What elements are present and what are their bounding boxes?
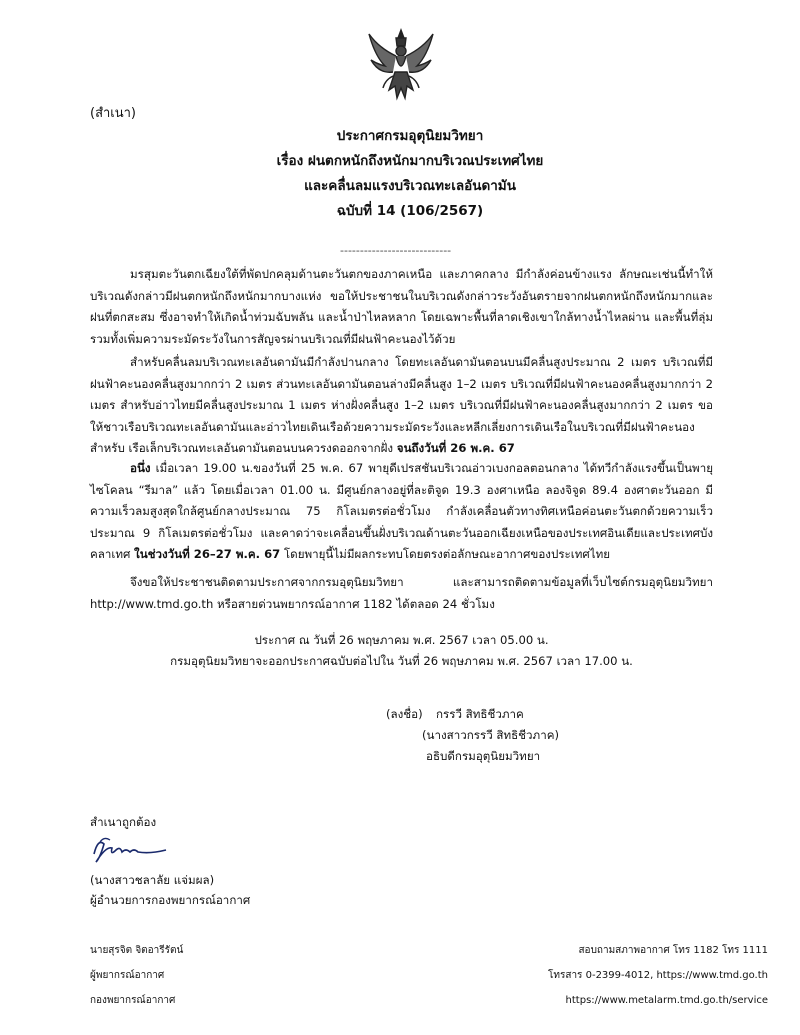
announce-date: ประกาศ ณ วันที่ 26 พฤษภาคม พ.ศ. 2567 เวลา 05.00 น. bbox=[254, 633, 549, 647]
certifier-position: ผู้อำนวยการกองพยากรณ์อากาศ bbox=[90, 893, 251, 907]
paragraph-cyclone-date: ในช่วงวันที่ 26–27 พ.ค. 67 bbox=[134, 547, 281, 561]
paragraph-cyclone bbox=[90, 458, 713, 566]
certifier-name: (นางสาวชลาลัย แจ่มผล) bbox=[90, 873, 215, 887]
paragraph-cyclone-lead: อนึ่ง bbox=[130, 461, 151, 475]
footer-right-line-3: https://www.metalarm.tmd.go.th/service bbox=[565, 995, 768, 1006]
title-line-2: เรื่อง ฝนตกหนักถึงหนักมากบริเวณประเทศไทย bbox=[276, 153, 544, 169]
certified-copy-label: สำเนาถูกต้อง bbox=[90, 815, 157, 829]
garuda-emblem-icon bbox=[365, 26, 437, 102]
title-line-4: ฉบับที่ 14 (106/2567) bbox=[336, 203, 484, 219]
separator: ---------------------------- bbox=[340, 244, 452, 257]
signature-full-name: (นางสาวกรรวี สิทธิชีวภาค) bbox=[422, 728, 559, 742]
paragraph-monsoon: มรสุมตะวันตกเฉียงใต้ที่พัดปกคลุมด้านตะวันตกของภาคเหนือ และภาคกลาง มีกำลังค่อนข้างแรง ลักษณะเช่นนี้ทำให้บริเวณดังกล่าวมีฝนตกหนักถึงหนักมากบางแห่ง ขอให้ประชาชนในบริเวณดังกล่าวระวังอันตรายจากฝนตกหนักถึงหนักมากและฝนที่ตกสะสม ซึ่งอาจทำให้เกิดน้ำท่วมฉับพลัน และน้ำป่าไหลหลาก โดยเฉพาะพื้นที่ลาดเชิงเขาใกล้ทางน้ำไหลผ่าน และพื้นที่ลุ่ม รวมทั้งเพิ่มความระมัดระวังในการสัญจรผ่านบริเวณที่มีฝนฟ้าคะนองไว้ด้วย bbox=[90, 267, 713, 346]
footer-right-line-2: โทรสาร 0-2399-4012, https://www.tmd.go.th bbox=[548, 970, 768, 981]
paragraph-follow-up: จึงขอให้ประชาชนติดตามประกาศจากกรมอุตุนิยมวิทยา และสามารถติดตามข้อมูลที่เว็บไซต์กรมอุตุนิยมวิทยา http://www.tmd.go.th หรือสายด่วนพยากรณ์อากาศ 1182 ได้ตลอด 24 ชั่วโมง bbox=[90, 575, 713, 611]
paragraph-cyclone-tail: โดยพายุนี้ไม่มีผลกระทบโดยตรงต่อลักษณะอากาศของประเทศไทย bbox=[280, 547, 611, 561]
title-line-3: และคลื่นลมแรงบริเวณทะเลอันดามัน bbox=[304, 178, 516, 194]
paragraph-waves-text: สำหรับคลื่นลมบริเวณทะเลอันดามันมีกำลังปานกลาง โดยทะเลอันดามันตอนบนมีคลื่นสูงประมาณ 2 เมตร บริเวณที่มีฝนฟ้าคะนองคลื่นสูงมากกว่า 2 เมตร ส่วนทะเลอันดามันตอนล่างมีคลื่นสูง 1–2 เมตร บริเวณที่มีฝนฟ้าคะนองคลื่นสูงมากกว่า 2 เมตร สำหรับอ่าวไทยมีคลื่นสูงประมาณ 1 เมตร ห่างฝั่งคลื่นสูง 1–2 เมตร บริเวณที่มีฝนฟ้าคะนองคลื่นสูงมากกว่า 2 เมตร ขอให้ชาวเรือบริเวณทะเลอันดามันและอ่าวไทยเดินเรือด้วยความระมัดระวังและหลีกเลี่ยงการเดินเรือในบริเวณที่มีฝนฟ้าคะนอง สำหรับ เรือเล็กบริเวณทะเลอันดามันตอนบนควรงดออกจากฝั่ง bbox=[90, 355, 713, 455]
next-announce-date: กรมอุตุนิยมวิทยาจะออกประกาศฉบับต่อไปใน วันที่ 26 พฤษภาคม พ.ศ. 2567 เวลา 17.00 น. bbox=[170, 654, 633, 668]
footer-left-line-3: กองพยากรณ์อากาศ bbox=[90, 995, 176, 1006]
signature-name: กรรวี สิทธิชีวภาค bbox=[436, 707, 524, 721]
paragraph-cyclone-text: เมื่อเวลา 19.00 น.ของวันที่ 25 พ.ค. 67 พายุดีเปรสชันบริเวณอ่าวเบงกอลตอนกลาง ได้ทวีกำลังแรงขึ้นเป็นพายุไซโคลน “รีมาล” แล้ว โดยเมื่อเวลา 01.00 น. มีศูนย์กลางอยู่ที่ละติจูด 19.3 องศาเหนือ ลองจิจูด 89.4 องศาตะวันออก มีความเร็วลมสูงสุดใกล้ศูนย์กลางประมาณ 75 กิโลเมตรต่อชั่วโมง กำลังเคลื่อนตัวทางทิศเหนือค่อนตะวันตกด้วยความเร็วประมาณ 9 กิโลเมตรต่อชั่วโมง และคาดว่าจะเคลื่อนขึ้นฝั่งบริเวณด้านตะวันออกเฉียงเหนือของประเทศอินเดียและประเทศบังคลาเทศ bbox=[90, 461, 713, 561]
footer-left bbox=[90, 938, 183, 1013]
paragraph-waves-date: จนถึงวันที่ 26 พ.ค. 67 bbox=[396, 441, 515, 455]
signature-position: อธิบดีกรมอุตุนิยมวิทยา bbox=[426, 749, 541, 763]
footer-right bbox=[548, 938, 768, 1013]
announcement-title bbox=[90, 124, 730, 224]
footer-left-line-2: ผู้พยากรณ์อากาศ bbox=[90, 970, 165, 981]
paragraph-waves bbox=[90, 352, 713, 460]
handwritten-signature-icon bbox=[90, 832, 170, 868]
signature-label: (ลงชื่อ) bbox=[386, 707, 423, 721]
footer-left-line-1: นายสุรจิต จิตอารีรัตน์ bbox=[90, 945, 184, 956]
title-line-1: ประกาศกรมอุตุนิยมวิทยา bbox=[336, 128, 484, 144]
copy-mark: (สำเนา) bbox=[90, 106, 137, 121]
footer-right-line-1: สอบถามสภาพอากาศ โทร 1182 โทร 1111 bbox=[578, 945, 768, 956]
